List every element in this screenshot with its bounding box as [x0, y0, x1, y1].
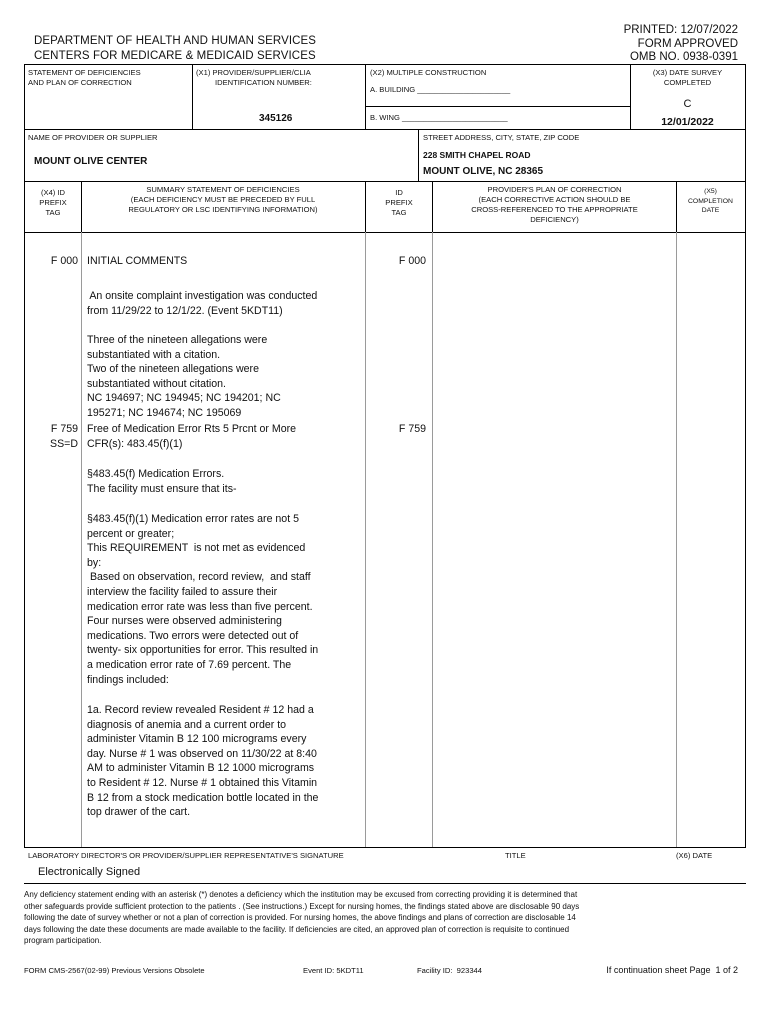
paragraph-requirement	[87, 512, 362, 687]
line: from 11/29/22 to 12/1/22. (Event 5KDT11)	[87, 304, 283, 317]
signature-rule	[24, 847, 746, 848]
x3-label-line-1: (X3) DATE SURVEY	[652, 68, 723, 77]
plan-header	[432, 185, 677, 225]
x5-header-line-1: (X5)	[704, 188, 717, 195]
event-id: Event ID: 5KDT11	[303, 966, 364, 975]
line: 1a. Record review revealed Resident # 12 had a	[87, 704, 314, 716]
title-label: TITLE	[505, 851, 526, 860]
tag-f759-right: F 759	[398, 423, 426, 435]
line: Two of the nineteen allegations were	[87, 363, 259, 376]
body-divider-3	[432, 232, 433, 847]
paragraph-medication-errors	[87, 467, 362, 496]
line: CFR(s): 483.45(f)(1)	[87, 437, 183, 450]
line: other safeguards provide sufficient protection to the patients . (See instructions.) Except for nursing homes, the findings stated above are disclosable 90 days	[24, 901, 580, 911]
divider-address	[418, 129, 419, 181]
line: The facility must ensure that its-	[87, 482, 237, 495]
line: top drawer of the cart.	[87, 806, 191, 819]
rule-below-id	[24, 129, 746, 130]
building-field: A. BUILDING ______________________	[370, 85, 511, 94]
signature-label: LABORATORY DIRECTOR'S OR PROVIDER/SUPPLIER REPRESENTATIVE'S SIGNATURE	[28, 851, 344, 860]
summary-header-line-3: REGULATORY OR LSC IDENTIFYING INFORMATION)	[128, 205, 318, 214]
survey-date: 12/01/2022	[661, 116, 714, 128]
x1-label	[196, 68, 312, 88]
plan-header-line-4: DEFICIENCY)	[530, 215, 579, 224]
x4-header-line-2: PREFIX	[39, 198, 67, 207]
tag-f759-code: F 759	[50, 423, 78, 435]
plan-header-line-3: CROSS-REFERENCED TO THE APPROPRIATE	[471, 205, 638, 214]
paragraph-allegations	[87, 333, 362, 421]
hdr-divider-4	[676, 181, 677, 232]
x5-header	[676, 187, 745, 216]
disclaimer-rule	[24, 883, 746, 884]
summary-header	[82, 185, 364, 215]
statement-label	[28, 68, 141, 88]
x1-label-line-2: IDENTIFICATION NUMBER:	[215, 78, 312, 87]
statement-label-line-1: STATEMENT OF DEFICIENCIES	[28, 68, 141, 77]
paragraph-finding-1a	[87, 703, 362, 820]
rule-below-provider	[24, 181, 746, 182]
line: NC 194697; NC 194945; NC 194201; NC	[87, 392, 281, 405]
line: day. Nurse # 1 was observed on 11/30/22 at 8:40	[87, 747, 317, 760]
line: Any deficiency statement ending with an asterisk (*) denotes a deficiency which the institution may be excused from correcting providing it is determined that	[24, 890, 578, 899]
line: substantiated with a citation.	[87, 348, 221, 361]
line: administer Vitamin B 12 100 micrograms every	[87, 733, 307, 746]
provider-name-label: NAME OF PROVIDER OR SUPPLIER	[28, 133, 158, 142]
right-border	[745, 64, 746, 847]
printed-date: PRINTED: 12/07/2022	[623, 24, 738, 36]
form-id: FORM CMS-2567(02-99) Previous Versions Obsolete	[24, 966, 205, 975]
rule-below-column-headers	[24, 232, 746, 233]
id-header-line-2: PREFIX	[385, 198, 413, 207]
department-line-1: DEPARTMENT OF HEALTH AND HUMAN SERVICES	[34, 35, 317, 47]
tag-f000-left: F 000	[50, 255, 78, 267]
line: findings included:	[87, 673, 169, 686]
line: program participation.	[24, 936, 102, 945]
department-line-2: CENTERS FOR MEDICARE & MEDICAID SERVICES	[34, 50, 316, 62]
id-header-line-1: ID	[395, 188, 403, 197]
disclaimer	[24, 889, 746, 947]
date-label: (X6) DATE	[676, 851, 713, 860]
x4-header-line-3: TAG	[45, 208, 61, 217]
x5-header-line-2: COMPLETION	[688, 197, 733, 205]
hdr-divider-2	[365, 181, 366, 232]
initial-comments-title: INITIAL COMMENTS	[87, 255, 188, 267]
provider-id-number: 345126	[259, 113, 293, 124]
line: following the date of survey whether or not a plan of correction is provided. For nursing homes, the above findings and plans of correction are disclosable 14	[24, 913, 576, 922]
paragraph-investigation	[87, 289, 362, 318]
line: interview the facility failed to assure their	[87, 585, 278, 598]
address-label: STREET ADDRESS, CITY, STATE, ZIP CODE	[423, 133, 580, 142]
line: Three of the nineteen allegations were	[87, 334, 268, 346]
form-approved: FORM APPROVED	[637, 37, 738, 50]
f759-title	[87, 422, 362, 451]
line: §483.45(f) Medication Errors.	[87, 468, 225, 480]
x2-label: (X2) MULTIPLE CONSTRUCTION	[370, 68, 487, 77]
body-divider-2	[365, 232, 366, 847]
line: Free of Medication Error Rts 5 Prcnt or More	[87, 423, 296, 435]
hdr-divider-1	[81, 181, 82, 232]
address-line-2: MOUNT OLIVE, NC 28365	[423, 166, 544, 177]
address-line-1: 228 SMITH CHAPEL ROAD	[423, 150, 531, 160]
top-rule	[24, 64, 746, 65]
line: §483.45(f)(1) Medication error rates are not 5	[87, 513, 299, 525]
tag-f759-left	[24, 422, 78, 451]
x1-label-line-1: (X1) PROVIDER/SUPPLIER/CLIA	[196, 68, 311, 77]
line: An onsite complaint investigation was conducted	[87, 290, 318, 302]
facility-id: Facility ID: 923344	[417, 966, 482, 975]
line: Based on observation, record review, and staff	[87, 571, 311, 584]
plan-header-line-2: (EACH CORRECTIVE ACTION SHOULD BE	[478, 195, 631, 204]
scope-severity: SS=D	[50, 437, 78, 450]
electronic-signature: Electronically Signed	[38, 866, 141, 878]
line: medication error rate was less than five percent.	[87, 600, 313, 613]
line: Four nurses were observed administering	[87, 615, 282, 628]
wing-divider	[365, 106, 630, 107]
omb-number: OMB NO. 0938-0391	[629, 51, 738, 63]
divider-x2	[365, 64, 366, 129]
line: substantiated without citation.	[87, 377, 226, 390]
line: diagnosis of anemia and a current order to	[87, 718, 287, 731]
line: percent or greater;	[87, 527, 175, 540]
x5-header-line-3: DATE	[701, 207, 720, 214]
summary-header-line-2: (EACH DEFICIENCY MUST BE PRECEDED BY FULL	[130, 195, 316, 204]
id-header	[366, 188, 432, 218]
line: medications. Two errors were detected out of	[87, 629, 299, 642]
id-header-line-3: TAG	[391, 208, 407, 217]
x3-label	[630, 68, 745, 88]
divider-x1	[192, 64, 193, 129]
x4-header	[24, 188, 82, 218]
summary-header-line-1: SUMMARY STATEMENT OF DEFICIENCIES	[146, 185, 300, 194]
body-divider-1	[81, 232, 82, 847]
provider-name: MOUNT OLIVE CENTER	[34, 156, 148, 167]
survey-code: C	[683, 98, 692, 110]
line: 195271; NC 194674; NC 195069	[87, 406, 242, 419]
line: B 12 from a stock medication bottle located in the	[87, 791, 319, 804]
x3-label-line-2: COMPLETED	[663, 78, 712, 87]
line: a medication error rate of 7.69 percent. The	[87, 658, 292, 671]
left-border	[24, 64, 25, 847]
plan-header-line-1: PROVIDER'S PLAN OF CORRECTION	[487, 185, 622, 194]
printed-block	[624, 24, 738, 65]
line: to Resident # 12. Nurse # 1 obtained this Vitamin	[87, 776, 318, 789]
department-header	[34, 34, 316, 64]
line: by:	[87, 556, 102, 569]
body-divider-4	[676, 232, 677, 847]
line: days following the date these documents are made available to the facility. If deficiencies are cited, an approved plan of correction is requisite to continued	[24, 924, 570, 934]
wing-field: B. WING _________________________	[370, 113, 508, 122]
line: twenty- six opportunities for error. This resulted in	[87, 644, 319, 657]
tag-f000-right: F 000	[398, 255, 426, 267]
line: AM to administer Vitamin B 12 1000 micrograms	[87, 762, 315, 775]
continuation-page: If continuation sheet Page 1 of 2	[606, 965, 738, 975]
hdr-divider-3	[432, 181, 433, 232]
line: This REQUIREMENT is not met as evidenced	[87, 542, 306, 555]
x4-header-line-1: (X4) ID	[40, 188, 66, 197]
statement-label-line-2: AND PLAN OF CORRECTION	[28, 78, 132, 87]
